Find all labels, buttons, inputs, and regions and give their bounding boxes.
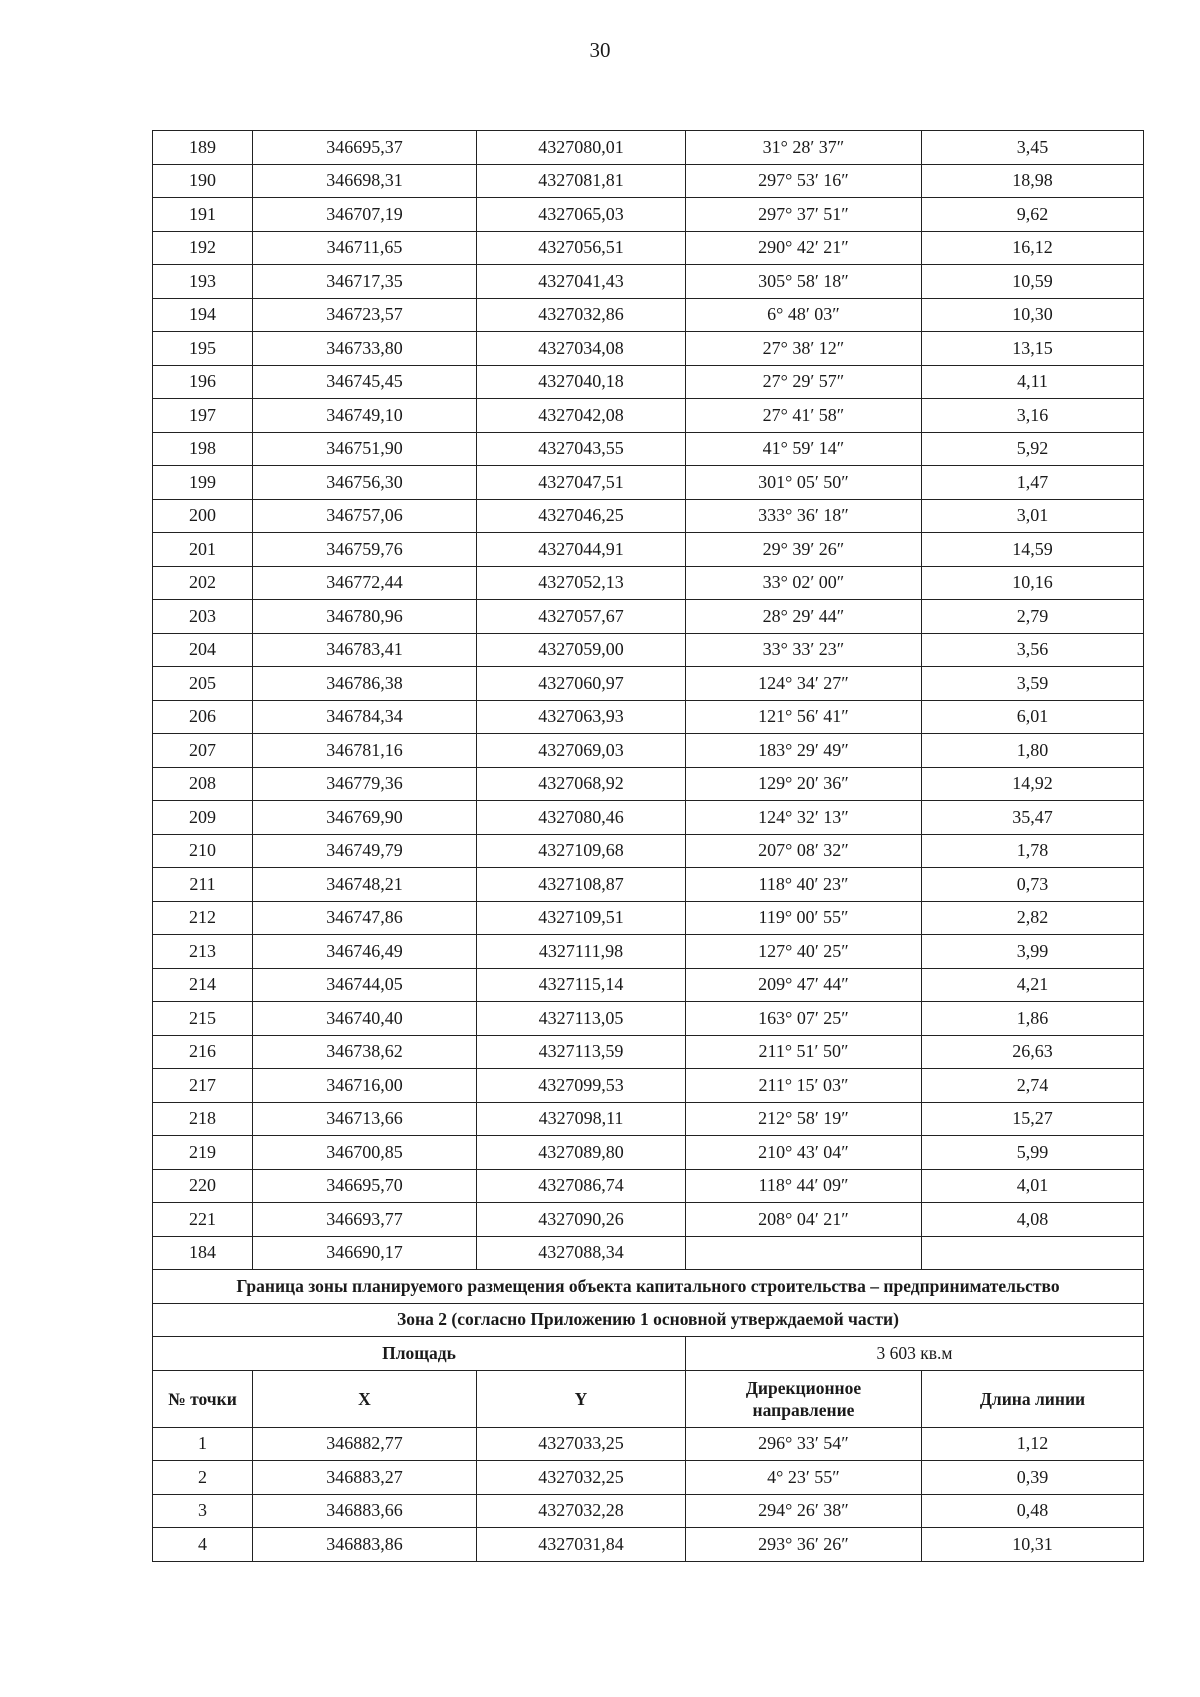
direction-cell: 209° 47′ 44″ xyxy=(686,968,922,1002)
y-coordinate-cell: 4327109,68 xyxy=(477,834,686,868)
y-coordinate-cell: 4327115,14 xyxy=(477,968,686,1002)
y-coordinate-cell: 4327081,81 xyxy=(477,164,686,198)
header-y: Y xyxy=(477,1370,686,1427)
y-coordinate-cell: 4327040,18 xyxy=(477,365,686,399)
line-length-cell: 1,80 xyxy=(922,734,1144,768)
table-row xyxy=(153,332,1144,366)
direction-cell: 297° 37′ 51″ xyxy=(686,198,922,232)
point-number-cell: 197 xyxy=(153,399,253,433)
direction-cell: 27° 41′ 58″ xyxy=(686,399,922,433)
line-length-cell: 9,62 xyxy=(922,198,1144,232)
y-coordinate-cell: 4327099,53 xyxy=(477,1069,686,1103)
line-length-cell: 0,73 xyxy=(922,868,1144,902)
y-coordinate-cell: 4327088,34 xyxy=(477,1236,686,1270)
line-length-cell: 1,12 xyxy=(922,1427,1144,1461)
line-length-cell: 10,30 xyxy=(922,298,1144,332)
table-row xyxy=(153,667,1144,701)
x-coordinate-cell: 346747,86 xyxy=(253,901,477,935)
table-row xyxy=(153,734,1144,768)
table-row xyxy=(153,131,1144,165)
area-value: 3 603 кв.м xyxy=(686,1337,1144,1371)
table-row xyxy=(153,1069,1144,1103)
point-number-cell: 4 xyxy=(153,1528,253,1562)
direction-cell: 183° 29′ 49″ xyxy=(686,734,922,768)
table-row xyxy=(153,1427,1144,1461)
point-number-cell: 198 xyxy=(153,432,253,466)
direction-cell: 33° 33′ 23″ xyxy=(686,633,922,667)
x-coordinate-cell: 346693,77 xyxy=(253,1203,477,1237)
point-number-cell: 184 xyxy=(153,1236,253,1270)
point-number-cell: 216 xyxy=(153,1035,253,1069)
direction-cell: 4° 23′ 55″ xyxy=(686,1461,922,1495)
x-coordinate-cell: 346744,05 xyxy=(253,968,477,1002)
x-coordinate-cell: 346757,06 xyxy=(253,499,477,533)
x-coordinate-cell: 346780,96 xyxy=(253,600,477,634)
y-coordinate-cell: 4327098,11 xyxy=(477,1102,686,1136)
point-number-cell: 195 xyxy=(153,332,253,366)
point-number-cell: 215 xyxy=(153,1002,253,1036)
line-length-cell: 3,45 xyxy=(922,131,1144,165)
point-number-cell: 206 xyxy=(153,700,253,734)
line-length-cell: 2,74 xyxy=(922,1069,1144,1103)
table-row xyxy=(153,1236,1144,1270)
y-coordinate-cell: 4327109,51 xyxy=(477,901,686,935)
table-row xyxy=(153,533,1144,567)
direction-cell: 211° 51′ 50″ xyxy=(686,1035,922,1069)
x-coordinate-cell: 346883,86 xyxy=(253,1528,477,1562)
zone2-rows xyxy=(153,1427,1144,1561)
table-row xyxy=(153,432,1144,466)
y-coordinate-cell: 4327041,43 xyxy=(477,265,686,299)
table-row xyxy=(153,1169,1144,1203)
coordinates-table xyxy=(152,130,1144,1562)
direction-cell: 210° 43′ 04″ xyxy=(686,1136,922,1170)
zone1-rows xyxy=(153,131,1144,1270)
y-coordinate-cell: 4327063,93 xyxy=(477,700,686,734)
direction-cell: 6° 48′ 03″ xyxy=(686,298,922,332)
table-row xyxy=(153,1035,1144,1069)
line-length-cell: 5,92 xyxy=(922,432,1144,466)
y-coordinate-cell: 4327032,25 xyxy=(477,1461,686,1495)
line-length-cell: 18,98 xyxy=(922,164,1144,198)
direction-cell: 127° 40′ 25″ xyxy=(686,935,922,969)
table-row xyxy=(153,633,1144,667)
point-number-cell: 193 xyxy=(153,265,253,299)
page-number: 30 xyxy=(589,38,611,62)
header-direction xyxy=(686,1370,922,1427)
line-length-cell: 15,27 xyxy=(922,1102,1144,1136)
table-row xyxy=(153,399,1144,433)
line-length-cell: 3,56 xyxy=(922,633,1144,667)
direction-cell: 124° 32′ 13″ xyxy=(686,801,922,835)
table-row xyxy=(153,901,1144,935)
line-length-cell xyxy=(922,1236,1144,1270)
header-length: Длина линии xyxy=(922,1370,1144,1427)
x-coordinate-cell: 346769,90 xyxy=(253,801,477,835)
y-coordinate-cell: 4327113,05 xyxy=(477,1002,686,1036)
direction-cell: 129° 20′ 36″ xyxy=(686,767,922,801)
x-coordinate-cell: 346695,70 xyxy=(253,1169,477,1203)
boundary-title-row xyxy=(153,1270,1144,1304)
point-number-cell: 191 xyxy=(153,198,253,232)
direction-cell: 27° 38′ 12″ xyxy=(686,332,922,366)
y-coordinate-cell: 4327059,00 xyxy=(477,633,686,667)
direction-cell: 31° 28′ 37″ xyxy=(686,131,922,165)
point-number-cell: 196 xyxy=(153,365,253,399)
x-coordinate-cell: 346883,66 xyxy=(253,1494,477,1528)
y-coordinate-cell: 4327042,08 xyxy=(477,399,686,433)
table-row xyxy=(153,1002,1144,1036)
line-length-cell: 2,79 xyxy=(922,600,1144,634)
line-length-cell: 1,47 xyxy=(922,466,1144,500)
line-length-cell: 4,21 xyxy=(922,968,1144,1002)
y-coordinate-cell: 4327032,28 xyxy=(477,1494,686,1528)
line-length-cell: 14,92 xyxy=(922,767,1144,801)
point-number-cell: 204 xyxy=(153,633,253,667)
direction-cell: 29° 39′ 26″ xyxy=(686,533,922,567)
line-length-cell: 4,11 xyxy=(922,365,1144,399)
y-coordinate-cell: 4327034,08 xyxy=(477,332,686,366)
y-coordinate-cell: 4327031,84 xyxy=(477,1528,686,1562)
header-point: № точки xyxy=(153,1370,253,1427)
y-coordinate-cell: 4327086,74 xyxy=(477,1169,686,1203)
point-number-cell: 205 xyxy=(153,667,253,701)
direction-cell: 294° 26′ 38″ xyxy=(686,1494,922,1528)
line-length-cell: 0,48 xyxy=(922,1494,1144,1528)
direction-cell: 208° 04′ 21″ xyxy=(686,1203,922,1237)
table-row xyxy=(153,566,1144,600)
direction-cell: 118° 44′ 09″ xyxy=(686,1169,922,1203)
table-row xyxy=(153,298,1144,332)
direction-cell: 211° 15′ 03″ xyxy=(686,1069,922,1103)
table-row xyxy=(153,868,1144,902)
x-coordinate-cell: 346783,41 xyxy=(253,633,477,667)
point-number-cell: 220 xyxy=(153,1169,253,1203)
y-coordinate-cell: 4327047,51 xyxy=(477,466,686,500)
y-coordinate-cell: 4327033,25 xyxy=(477,1427,686,1461)
y-coordinate-cell: 4327065,03 xyxy=(477,198,686,232)
point-number-cell: 200 xyxy=(153,499,253,533)
line-length-cell: 3,16 xyxy=(922,399,1144,433)
y-coordinate-cell: 4327069,03 xyxy=(477,734,686,768)
x-coordinate-cell: 346707,19 xyxy=(253,198,477,232)
table-header-row xyxy=(153,1370,1144,1427)
direction-cell: 297° 53′ 16″ xyxy=(686,164,922,198)
direction-cell: 27° 29′ 57″ xyxy=(686,365,922,399)
point-number-cell: 199 xyxy=(153,466,253,500)
point-number-cell: 189 xyxy=(153,131,253,165)
x-coordinate-cell: 346749,79 xyxy=(253,834,477,868)
point-number-cell: 207 xyxy=(153,734,253,768)
point-number-cell: 219 xyxy=(153,1136,253,1170)
direction-cell: 290° 42′ 21″ xyxy=(686,231,922,265)
point-number-cell: 212 xyxy=(153,901,253,935)
line-length-cell: 0,39 xyxy=(922,1461,1144,1495)
line-length-cell: 26,63 xyxy=(922,1035,1144,1069)
point-number-cell: 217 xyxy=(153,1069,253,1103)
x-coordinate-cell: 346786,38 xyxy=(253,667,477,701)
table-row xyxy=(153,935,1144,969)
area-label: Площадь xyxy=(153,1337,686,1371)
x-coordinate-cell: 346759,76 xyxy=(253,533,477,567)
line-length-cell: 13,15 xyxy=(922,332,1144,366)
table-row xyxy=(153,1494,1144,1528)
direction-cell: 293° 36′ 26″ xyxy=(686,1528,922,1562)
point-number-cell: 194 xyxy=(153,298,253,332)
table-row xyxy=(153,1102,1144,1136)
table-row xyxy=(153,600,1144,634)
point-number-cell: 210 xyxy=(153,834,253,868)
zone2-block xyxy=(153,1270,1144,1428)
y-coordinate-cell: 4327044,91 xyxy=(477,533,686,567)
direction-cell: 212° 58′ 19″ xyxy=(686,1102,922,1136)
direction-cell: 305° 58′ 18″ xyxy=(686,265,922,299)
line-length-cell: 3,01 xyxy=(922,499,1144,533)
x-coordinate-cell: 346882,77 xyxy=(253,1427,477,1461)
y-coordinate-cell: 4327090,26 xyxy=(477,1203,686,1237)
y-coordinate-cell: 4327080,46 xyxy=(477,801,686,835)
line-length-cell: 4,01 xyxy=(922,1169,1144,1203)
x-coordinate-cell: 346738,62 xyxy=(253,1035,477,1069)
direction-cell: 301° 05′ 50″ xyxy=(686,466,922,500)
y-coordinate-cell: 4327057,67 xyxy=(477,600,686,634)
x-coordinate-cell: 346781,16 xyxy=(253,734,477,768)
y-coordinate-cell: 4327060,97 xyxy=(477,667,686,701)
point-number-cell: 218 xyxy=(153,1102,253,1136)
y-coordinate-cell: 4327089,80 xyxy=(477,1136,686,1170)
direction-cell: 207° 08′ 32″ xyxy=(686,834,922,868)
direction-cell: 124° 34′ 27″ xyxy=(686,667,922,701)
line-length-cell: 14,59 xyxy=(922,533,1144,567)
point-number-cell: 190 xyxy=(153,164,253,198)
direction-cell: 296° 33′ 54″ xyxy=(686,1427,922,1461)
direction-cell: 28° 29′ 44″ xyxy=(686,600,922,634)
x-coordinate-cell: 346751,90 xyxy=(253,432,477,466)
point-number-cell: 213 xyxy=(153,935,253,969)
table-row xyxy=(153,365,1144,399)
table-row xyxy=(153,265,1144,299)
direction-cell: 333° 36′ 18″ xyxy=(686,499,922,533)
direction-cell: 119° 00′ 55″ xyxy=(686,901,922,935)
area-row xyxy=(153,1337,1144,1371)
line-length-cell: 5,99 xyxy=(922,1136,1144,1170)
x-coordinate-cell: 346883,27 xyxy=(253,1461,477,1495)
x-coordinate-cell: 346749,10 xyxy=(253,399,477,433)
point-number-cell: 3 xyxy=(153,1494,253,1528)
table-row xyxy=(153,1136,1144,1170)
table-row xyxy=(153,801,1144,835)
x-coordinate-cell: 346784,34 xyxy=(253,700,477,734)
x-coordinate-cell: 346700,85 xyxy=(253,1136,477,1170)
zone-title-row xyxy=(153,1303,1144,1337)
x-coordinate-cell: 346716,00 xyxy=(253,1069,477,1103)
x-coordinate-cell: 346690,17 xyxy=(253,1236,477,1270)
y-coordinate-cell: 4327043,55 xyxy=(477,432,686,466)
y-coordinate-cell: 4327032,86 xyxy=(477,298,686,332)
line-length-cell: 3,59 xyxy=(922,667,1144,701)
table-row xyxy=(153,231,1144,265)
y-coordinate-cell: 4327046,25 xyxy=(477,499,686,533)
x-coordinate-cell: 346717,35 xyxy=(253,265,477,299)
x-coordinate-cell: 346723,57 xyxy=(253,298,477,332)
x-coordinate-cell: 346779,36 xyxy=(253,767,477,801)
point-number-cell: 2 xyxy=(153,1461,253,1495)
point-number-cell: 211 xyxy=(153,868,253,902)
x-coordinate-cell: 346695,37 xyxy=(253,131,477,165)
direction-cell xyxy=(686,1236,922,1270)
y-coordinate-cell: 4327113,59 xyxy=(477,1035,686,1069)
x-coordinate-cell: 346713,66 xyxy=(253,1102,477,1136)
line-length-cell: 3,99 xyxy=(922,935,1144,969)
table-row xyxy=(153,968,1144,1002)
point-number-cell: 203 xyxy=(153,600,253,634)
table-row xyxy=(153,1528,1144,1562)
point-number-cell: 201 xyxy=(153,533,253,567)
x-coordinate-cell: 346756,30 xyxy=(253,466,477,500)
header-direction-label: Дирекционное направление xyxy=(745,1377,862,1420)
x-coordinate-cell: 346733,80 xyxy=(253,332,477,366)
point-number-cell: 208 xyxy=(153,767,253,801)
y-coordinate-cell: 4327052,13 xyxy=(477,566,686,600)
table-row xyxy=(153,1461,1144,1495)
x-coordinate-cell: 346740,40 xyxy=(253,1002,477,1036)
table-row xyxy=(153,466,1144,500)
point-number-cell: 192 xyxy=(153,231,253,265)
line-length-cell: 1,86 xyxy=(922,1002,1144,1036)
x-coordinate-cell: 346746,49 xyxy=(253,935,477,969)
point-number-cell: 209 xyxy=(153,801,253,835)
y-coordinate-cell: 4327056,51 xyxy=(477,231,686,265)
table-row xyxy=(153,700,1144,734)
table-row xyxy=(153,767,1144,801)
line-length-cell: 10,59 xyxy=(922,265,1144,299)
line-length-cell: 1,78 xyxy=(922,834,1144,868)
zone-title: Зона 2 (согласно Приложению 1 основной утверждаемой части) xyxy=(153,1303,1144,1337)
direction-cell: 163° 07′ 25″ xyxy=(686,1002,922,1036)
point-number-cell: 214 xyxy=(153,968,253,1002)
table-row xyxy=(153,164,1144,198)
x-coordinate-cell: 346711,65 xyxy=(253,231,477,265)
line-length-cell: 10,16 xyxy=(922,566,1144,600)
line-length-cell: 10,31 xyxy=(922,1528,1144,1562)
direction-cell: 118° 40′ 23″ xyxy=(686,868,922,902)
point-number-cell: 221 xyxy=(153,1203,253,1237)
line-length-cell: 4,08 xyxy=(922,1203,1144,1237)
table-row xyxy=(153,198,1144,232)
line-length-cell: 2,82 xyxy=(922,901,1144,935)
table-row xyxy=(153,834,1144,868)
line-length-cell: 6,01 xyxy=(922,700,1144,734)
line-length-cell: 35,47 xyxy=(922,801,1144,835)
table-row xyxy=(153,1203,1144,1237)
point-number-cell: 202 xyxy=(153,566,253,600)
x-coordinate-cell: 346748,21 xyxy=(253,868,477,902)
direction-cell: 41° 59′ 14″ xyxy=(686,432,922,466)
y-coordinate-cell: 4327111,98 xyxy=(477,935,686,969)
direction-cell: 121° 56′ 41″ xyxy=(686,700,922,734)
header-x: X xyxy=(253,1370,477,1427)
point-number-cell: 1 xyxy=(153,1427,253,1461)
y-coordinate-cell: 4327080,01 xyxy=(477,131,686,165)
y-coordinate-cell: 4327108,87 xyxy=(477,868,686,902)
x-coordinate-cell: 346698,31 xyxy=(253,164,477,198)
table-row xyxy=(153,499,1144,533)
direction-cell: 33° 02′ 00″ xyxy=(686,566,922,600)
boundary-title: Граница зоны планируемого размещения объекта капитального строительства – предпринимательство xyxy=(153,1270,1144,1304)
x-coordinate-cell: 346745,45 xyxy=(253,365,477,399)
line-length-cell: 16,12 xyxy=(922,231,1144,265)
x-coordinate-cell: 346772,44 xyxy=(253,566,477,600)
y-coordinate-cell: 4327068,92 xyxy=(477,767,686,801)
